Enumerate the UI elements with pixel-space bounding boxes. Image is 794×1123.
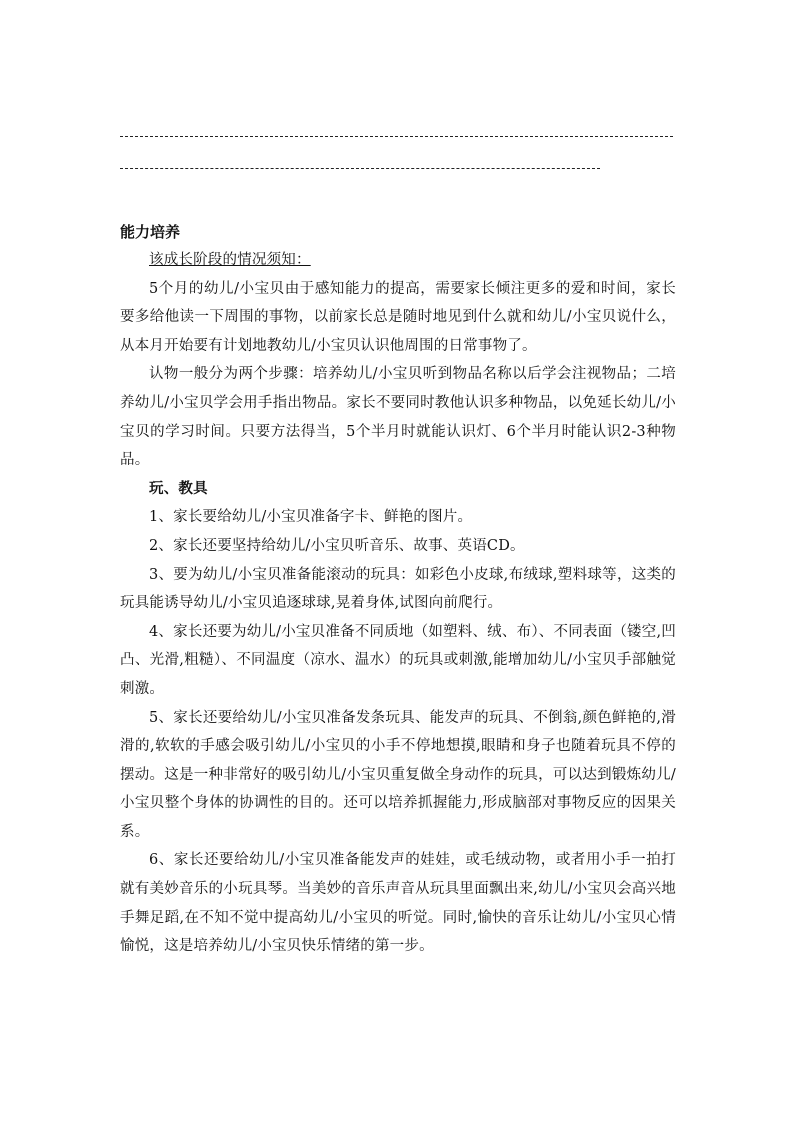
toy-item: 6、家长还要给幼儿/小宝贝准备能发声的娃娃，或毛绒动物，或者用小手一拍打就有美妙音乐的小玩具琴。当美妙的音乐声音从玩具里面飘出来,幼儿/小宝贝会高兴地手舞足蹈,在不知不觉中提高幼儿/小宝贝的听觉。同时,愉快的音乐让幼儿/小宝贝心情愉悦，这是培养幼儿/小宝贝快乐情绪的第一步。 (120, 852, 676, 955)
toy-item: 3、要为幼儿/小宝贝准备能滚动的玩具：如彩色小皮球,布绒球,塑料球等，这类的玩具能诱导幼儿/小宝贝追逐球球,晃着身体,试图向前爬行。 (120, 566, 676, 612)
dashed-divider-bottom (120, 168, 600, 169)
dashed-divider-top (120, 136, 673, 137)
toy-item: 4、家长还要为幼儿/小宝贝准备不同质地（如塑料、绒、布）、不同表面（镂空,凹凸、光滑,粗糙）、不同温度（凉水、温水）的玩具或刺激,能增加幼儿/小宝贝手部触觉刺激。 (120, 623, 676, 697)
toys-title: 玩、教具 (149, 479, 208, 497)
section-subtitle-text: 该成长阶段的情况须知： (149, 252, 311, 268)
section-title: 能力培养 (120, 223, 181, 241)
toy-item: 2、家长还要坚持给幼儿/小宝贝听音乐、故事、英语CD。 (149, 537, 525, 554)
section-subtitle (120, 246, 676, 275)
toy-item: 5、家长还要给幼儿/小宝贝准备发条玩具、能发声的玩具、不倒翁,颜色鲜艳的,滑滑的,软软的手感会吸引幼儿/小宝贝的小手不停地想摸,眼睛和身子也随着玩具不停的摆动。这是一种非常好的吸引幼儿/小宝贝重复做全身动作的玩具，可以达到锻炼幼儿/小宝贝整个身体的协调性的目的。还可以培养抓握能力,形成脑部对事物反应的因果关系。 (120, 709, 676, 840)
document-body (120, 218, 676, 961)
paragraph: 5个月的幼儿/小宝贝由于感知能力的提高，需要家长倾注更多的爱和时间，家长要多给他读一下周围的事物，以前家长总是随时地见到什么就和幼儿/小宝贝说什么，从本月开始要有计划地教幼儿/小宝贝认识他周围的日常事物了。 (120, 280, 676, 354)
paragraph: 认物一般分为两个步骤：培养幼儿/小宝贝听到物品名称以后学会注视物品；二培养幼儿/小宝贝学会用手指出物品。家长不要同时教他认识多种物品，以免延长幼儿/小宝贝的学习时间。只要方法得当，5个半月时就能认识灯、6个半月时能认识2-3种物品。 (120, 366, 676, 469)
toy-item: 1、家长要给幼儿/小宝贝准备字卡、鲜艳的图片。 (149, 509, 473, 526)
